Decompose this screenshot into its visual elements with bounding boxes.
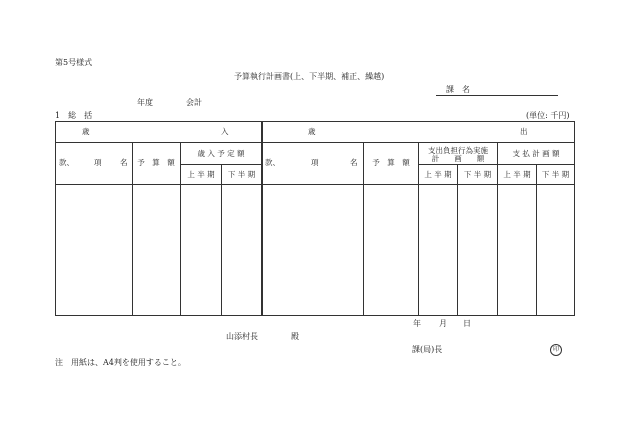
payment-first-half-label: 上 半 期	[503, 170, 531, 179]
revenue-item-label-left: 款、	[59, 158, 74, 167]
seal-mark: 印	[550, 344, 562, 356]
expenditure-header-right: 出	[520, 127, 528, 136]
col-divider-commit-half	[457, 164, 458, 315]
budget-execution-table	[55, 121, 575, 316]
col-divider-center	[261, 122, 263, 315]
footnote: 注 用紙は、A4判を使用すること。	[55, 358, 186, 367]
revenue-item-label-right: 名	[120, 158, 128, 167]
expenditure-item-label-mid: 項	[311, 158, 319, 167]
revenue-plan-label: 歳 入 予 定 額	[197, 149, 245, 158]
expenditure-header-left: 歳	[308, 127, 316, 136]
honorific: 殿	[291, 332, 299, 341]
document-title: 予算執行計画書(上、下半期、補正、繰越)	[234, 72, 385, 81]
col-divider-revenue-budget	[132, 142, 133, 315]
col-divider-payment	[497, 142, 498, 315]
col-divider-payment-half	[536, 164, 537, 315]
revenue-header-right: 入	[221, 127, 229, 136]
date-year-label: 年	[413, 319, 421, 328]
payment-second-half-label: 下 半 期	[541, 170, 570, 179]
commitment-second-half-label: 下 半 期	[463, 170, 492, 179]
col-divider-revenue-half	[221, 164, 222, 315]
account-label: 会計	[186, 98, 202, 107]
commitment-plan-label-line1: 支出負担行為実施	[428, 146, 488, 155]
col-divider-expenditure-budget	[363, 142, 364, 315]
revenue-second-half-label: 下 半 期	[227, 170, 256, 179]
section-name-underline	[436, 95, 558, 96]
fiscal-year-label: 年度	[137, 98, 153, 107]
payment-plan-label: 支 払 計 画 額	[512, 149, 560, 158]
revenue-item-label-mid: 項	[94, 158, 102, 167]
expenditure-budget-label: 予 算 額	[372, 158, 410, 167]
sender-title: 課(局)長	[412, 345, 443, 354]
addressee: 山添村長	[226, 332, 258, 341]
unit-label: (単位: 千円)	[526, 111, 570, 120]
revenue-budget-label: 予 算 額	[137, 158, 175, 167]
summary-heading: 1 総 括	[55, 111, 93, 120]
revenue-header-left: 歳	[82, 127, 90, 136]
col-divider-revenue-plan	[180, 142, 181, 315]
section-name-label: 課 名	[446, 85, 470, 94]
date-day-label: 日	[463, 319, 471, 328]
expenditure-item-label-right: 名	[350, 158, 358, 167]
expenditure-item-label-left: 款、	[265, 158, 280, 167]
commitment-plan-label-line2: 計 画 額	[431, 154, 485, 163]
row-divider-sub-expenditure	[418, 164, 574, 165]
date-month-label: 月	[439, 319, 447, 328]
form-number: 第5号様式	[55, 58, 93, 67]
revenue-first-half-label: 上 半 期	[187, 170, 215, 179]
commitment-first-half-label: 上 半 期	[424, 170, 452, 179]
col-divider-expenditure-commit	[418, 142, 419, 315]
